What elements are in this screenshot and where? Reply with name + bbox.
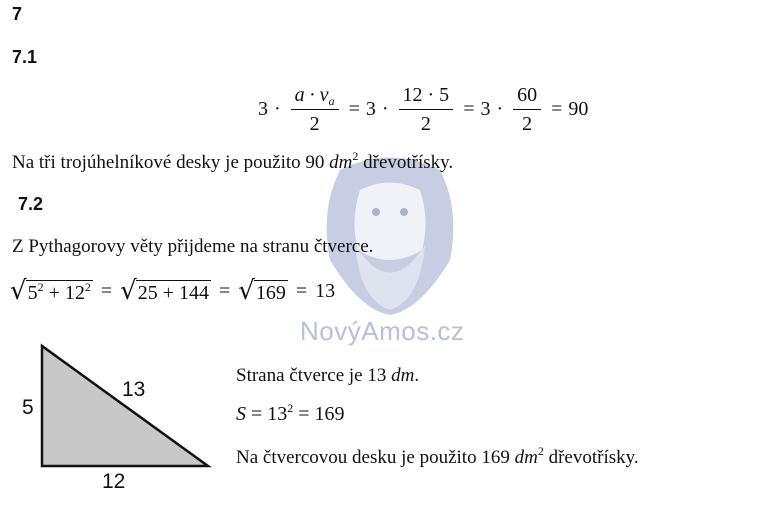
answer-2-mid: = 13 bbox=[246, 403, 288, 425]
fraction-2-denominator: 2 bbox=[420, 113, 431, 135]
answer-3-exp: 2 bbox=[537, 444, 544, 458]
answer-3-text: Na čtvercovou desku je použito 169 bbox=[236, 447, 515, 468]
triangle-side-left-label: 5 bbox=[22, 396, 34, 419]
sentence-2: Z Pythagorovy věty přijdeme na stranu čtverce. bbox=[12, 236, 374, 257]
sqrt-3: √ 169 bbox=[238, 276, 286, 306]
triangle-side-bottom-label: 12 bbox=[102, 470, 126, 493]
fraction-1-denominator: 2 bbox=[309, 113, 320, 135]
sqrt-1-a: 5 bbox=[27, 282, 38, 304]
fraction-1 bbox=[291, 84, 339, 135]
fraction-1-numerator: a · v bbox=[294, 84, 329, 106]
eq1-coef-3: 3 bbox=[480, 98, 491, 120]
eq2-result: 13 bbox=[315, 279, 336, 302]
sqrt-1-a-exp: 2 bbox=[37, 280, 44, 294]
answer-2-var: S bbox=[236, 403, 246, 425]
fraction-2 bbox=[399, 84, 454, 135]
triangle-hypotenuse-label: 13 bbox=[122, 378, 146, 401]
fraction-1-subscript: a bbox=[328, 94, 335, 108]
sqrt-1-b: + 12 bbox=[43, 282, 85, 304]
answer-2-tail: = 169 bbox=[293, 403, 345, 425]
heading-7-2: 7.2 bbox=[18, 194, 44, 214]
sentence-1 bbox=[12, 149, 454, 174]
sqrt-2-inner: 25 + 144 bbox=[137, 282, 209, 304]
pythagoras-equation: √ $5^2 + 12^2$ = √ 25 + 144 = √ 169 = 13 bbox=[10, 276, 336, 306]
answer-3-tail: dřevotřísky. bbox=[543, 447, 639, 468]
triangle-shape bbox=[42, 346, 208, 466]
watermark-text: NovýAmos.cz bbox=[300, 316, 465, 346]
fraction-2-numerator: 12 · 5 bbox=[399, 84, 454, 110]
heading-main: 7 bbox=[12, 4, 23, 24]
sentence-1-exponent: 2 bbox=[352, 149, 359, 163]
answer-line-2 bbox=[236, 403, 345, 426]
sqrt-1-b-exp: 2 bbox=[84, 280, 91, 294]
sqrt-2: √ 25 + 144 bbox=[120, 276, 209, 306]
sentence-1-tail: dřevotřísky. bbox=[358, 152, 454, 173]
sentence-1-unit: dm bbox=[329, 152, 353, 173]
answer-1-tail: . bbox=[414, 365, 420, 386]
answer-3-unit: dm bbox=[514, 447, 538, 468]
fraction-3-numerator: 60 bbox=[513, 84, 541, 110]
equation-area: 3 · $\frac{a \cdot v_a}{2}$ = 3 · $\frac{12 \cdot 5}{2}$ = 3 · $\frac{60}{2}$ = 90 bbox=[258, 84, 589, 135]
fraction-3-denominator: 2 bbox=[522, 113, 533, 135]
answer-1-text: Strana čtverce je 13 bbox=[236, 365, 392, 386]
answer-line-3 bbox=[236, 444, 639, 469]
eq1-coef-2: 3 bbox=[365, 98, 376, 120]
eq1-result: 90 bbox=[568, 98, 589, 120]
heading-7-1: 7.1 bbox=[12, 47, 38, 67]
sqrt-1: √ $5^2 + 12^2$ bbox=[10, 276, 91, 306]
answer-line-1 bbox=[236, 365, 419, 387]
eq1-coef: 3 bbox=[258, 98, 268, 120]
sqrt-3-inner: 169 bbox=[255, 282, 286, 304]
answer-2-exp: 2 bbox=[287, 401, 294, 415]
answer-1-unit: dm bbox=[391, 365, 415, 386]
sentence-1-text: Na tři trojúhelníkové desky je použito 90 bbox=[12, 152, 330, 173]
fraction-3 bbox=[513, 84, 541, 135]
